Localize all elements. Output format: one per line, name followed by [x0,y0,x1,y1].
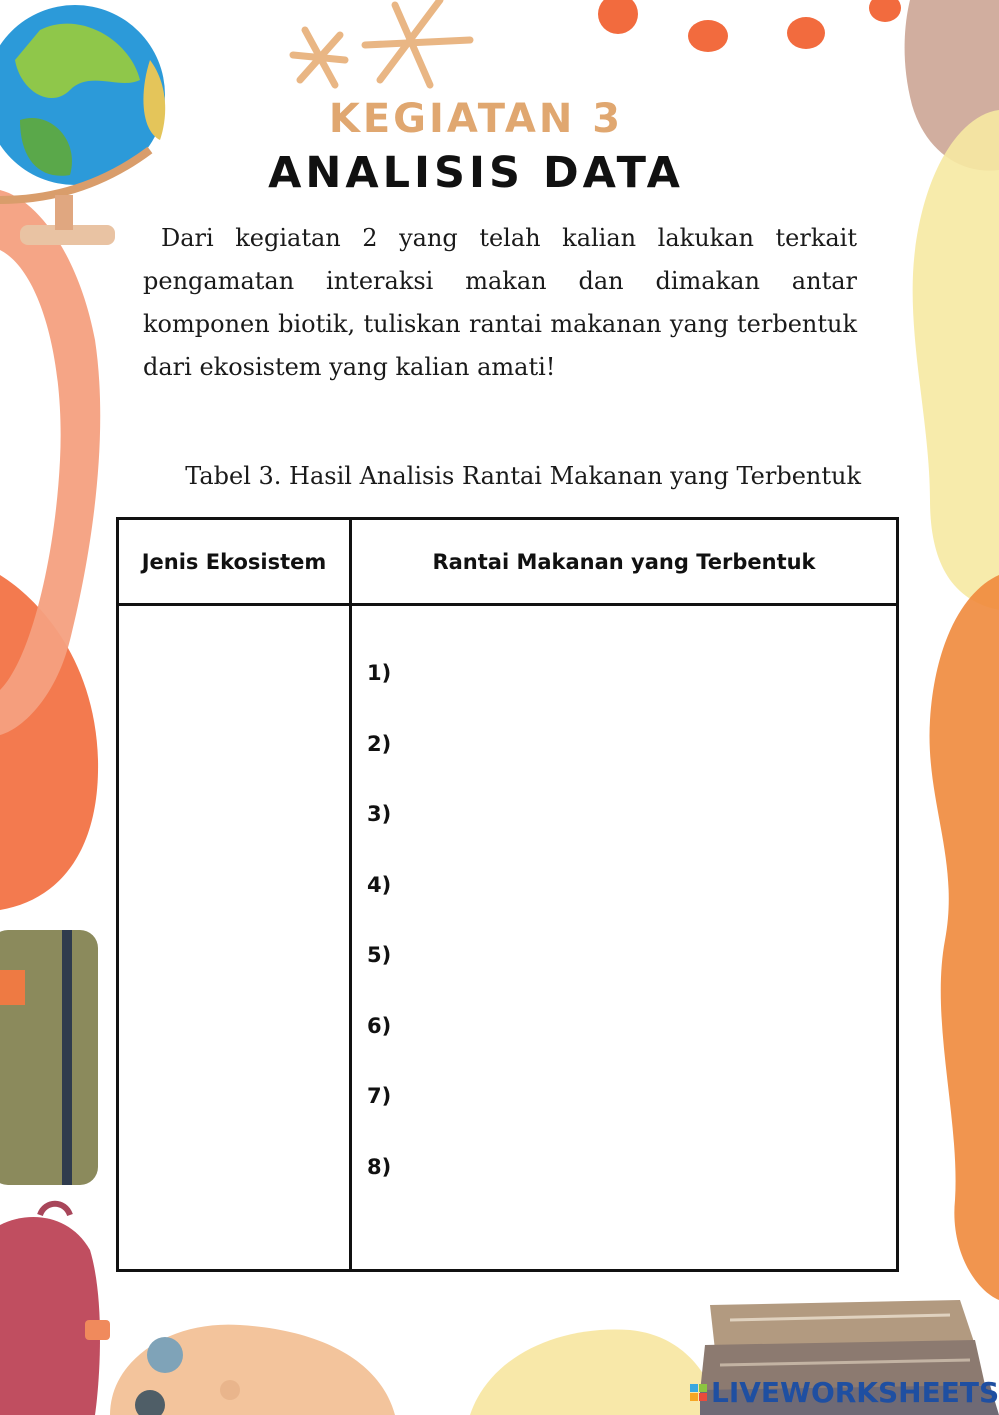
list-item: 5) [367,943,392,967]
header-divider [119,603,896,606]
list-item: 2) [367,731,392,756]
right-orange-blob [930,575,999,1300]
header-ecosystem: Jenis Ekosistem [141,549,327,574]
palette-illustration [110,1325,395,1415]
bottom-yellow-arc [470,1329,720,1415]
header-food-chain: Rantai Makanan yang Terbentuk [432,549,816,574]
list-item: 8) [367,1154,392,1179]
orange-dot [688,20,728,52]
liveworksheets-logo [690,1376,999,1409]
brand-name: LIVEWORKSHEETS [711,1376,999,1409]
food-chain-table [116,517,899,1272]
orange-dot [598,0,638,34]
page-title: ANALISIS DATA [268,148,684,198]
brand-mark-icon [690,1384,707,1401]
food-chain-list [367,661,391,1225]
orange-dot [869,0,901,22]
table-caption: Tabel 3. Hasil Analisis Rantai Makanan yang Terbentuk [185,462,861,490]
orange-dot [787,17,825,49]
notebook-illustration [0,930,98,1185]
list-item: 4) [367,872,392,897]
activity-number: KEGIATAN 3 [328,96,624,142]
backpack-illustration [0,1204,110,1415]
list-item: 3) [367,802,392,826]
column-divider [349,520,352,1269]
sparkle-doodle [293,0,470,85]
list-item: 7) [367,1084,392,1108]
list-item: 1) [367,661,392,685]
instructions-text: Dari kegiatan 2 yang telah kalian lakukan terkait pengamatan interaksi makan dan dimakan antar komponen biotik, tuliskan rantai makanan yang terbentuk dari ekosistem yang kalian amati! [143,224,857,381]
list-item: 6) [367,1013,392,1038]
